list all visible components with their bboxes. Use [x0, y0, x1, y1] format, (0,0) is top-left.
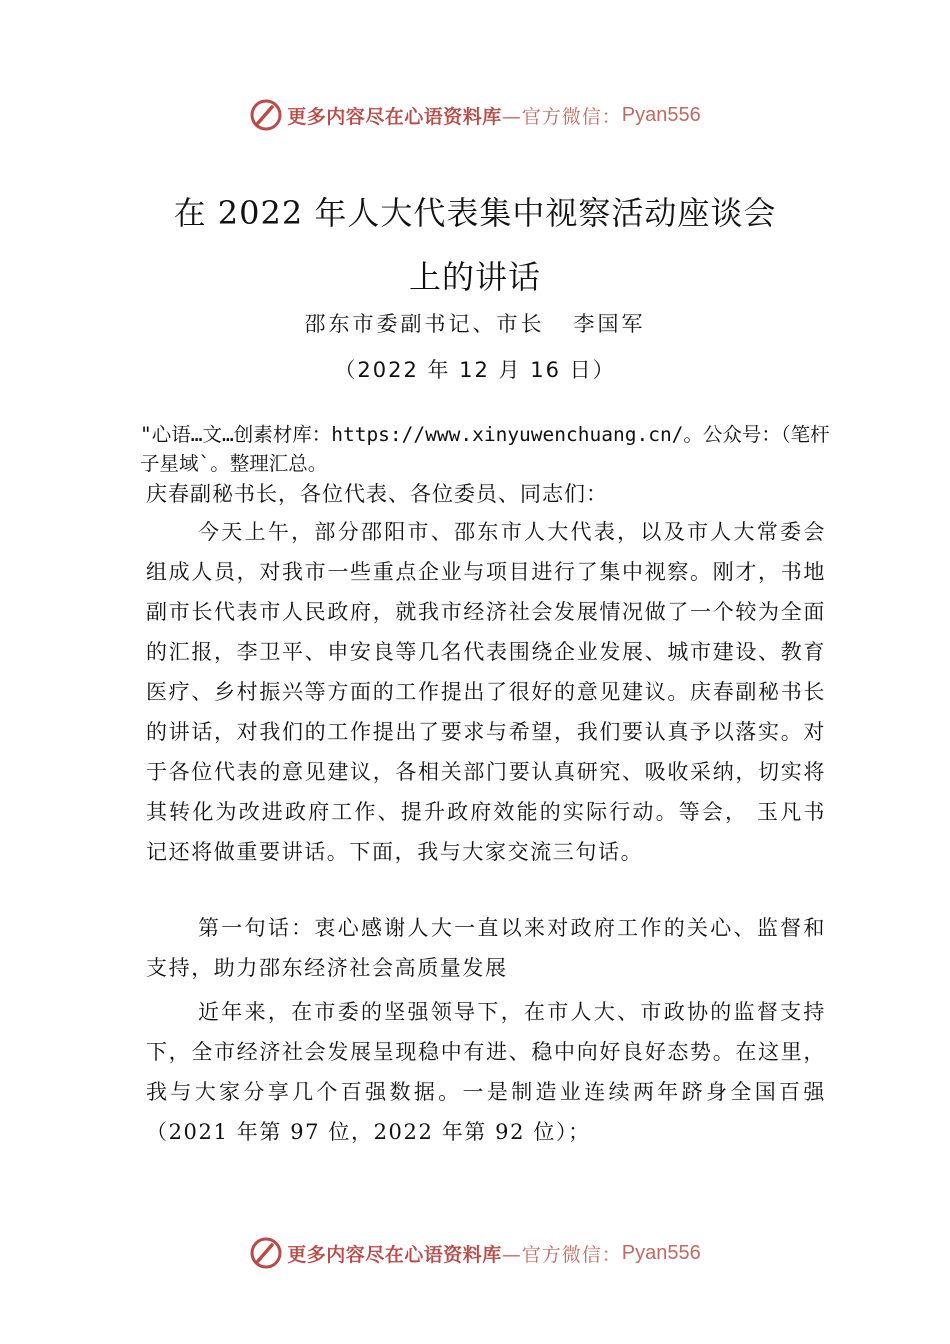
watermark-wechat-id: Pyan556: [621, 1241, 701, 1264]
salutation: 庆春副秘书长，各位代表、各位委员、同志们：: [146, 482, 608, 506]
document-title-line1: 在 2022 年人大代表集中视察活动座谈会: [173, 194, 777, 232]
watermark-banner-top: [0, 93, 950, 137]
section-heading: 第一句话：衷心感谢人大一直以来对政府工作的关心、监督和支持，助力邵东经济社会高质量发展: [146, 916, 826, 980]
watermark-wechat-label: —官方微信：: [501, 1243, 622, 1266]
paragraph: 今天上午，部分邵阳市、邵东市人大代表，以及市人大常委会组成人员，对我市一些重点企业与项目进行了集中视察。刚才，书地副市长代表市人民政府，就我市经济社会发展情况做了一个较为全面的汇报，李卫平、申安良等几名代表围绕企业发展、城市建设、教育医疗、乡村振兴等方面的工作提出了很好的意见建议。庆春副秘书长的讲话，对我们的工作提出了要求与希望，我们要认真予以落实。对于各位代表的意见建议，各相关部门要认真研究、吸收采纳，切实将其转化为改进政府工作、提升政府效能的实际行动。等会， 玉凡书记还将做重要讲话。下面，我与大家交流三句话。: [146, 520, 826, 864]
date-line: （2022 年 12 月 16 日）: [334, 358, 616, 382]
document-title-line2: 上的讲话: [408, 258, 541, 296]
watermark-wechat-id: Pyan556: [621, 103, 701, 126]
source-note: "心语…文…创素材库：https://www.xinyuwenchuang.cn/。公众号：（笔杆子星域`。整理汇总。: [140, 423, 830, 475]
watermark-banner-bottom: [0, 1231, 950, 1275]
brush-logo-icon: [249, 1236, 283, 1270]
paragraph: 近年来，在市委的坚强领导下，在市人大、市政协的监督支持下，全市经济社会发展呈现稳中有进、稳中向好良好态势。在这里，我与大家分享几个百强数据。一是制造业连续两年跻身全国百强（2021 年第 97 位，2022 年第 92 位）；: [146, 1000, 826, 1144]
author-line: 邵东市委副书记、市长 李国军: [304, 312, 646, 336]
watermark-wechat-label: —官方微信：: [501, 105, 622, 128]
brush-logo-icon: [249, 98, 283, 132]
watermark-brand-text: 更多内容尽在心语资料库: [287, 1243, 502, 1266]
watermark-brand-text: 更多内容尽在心语资料库: [287, 105, 502, 128]
